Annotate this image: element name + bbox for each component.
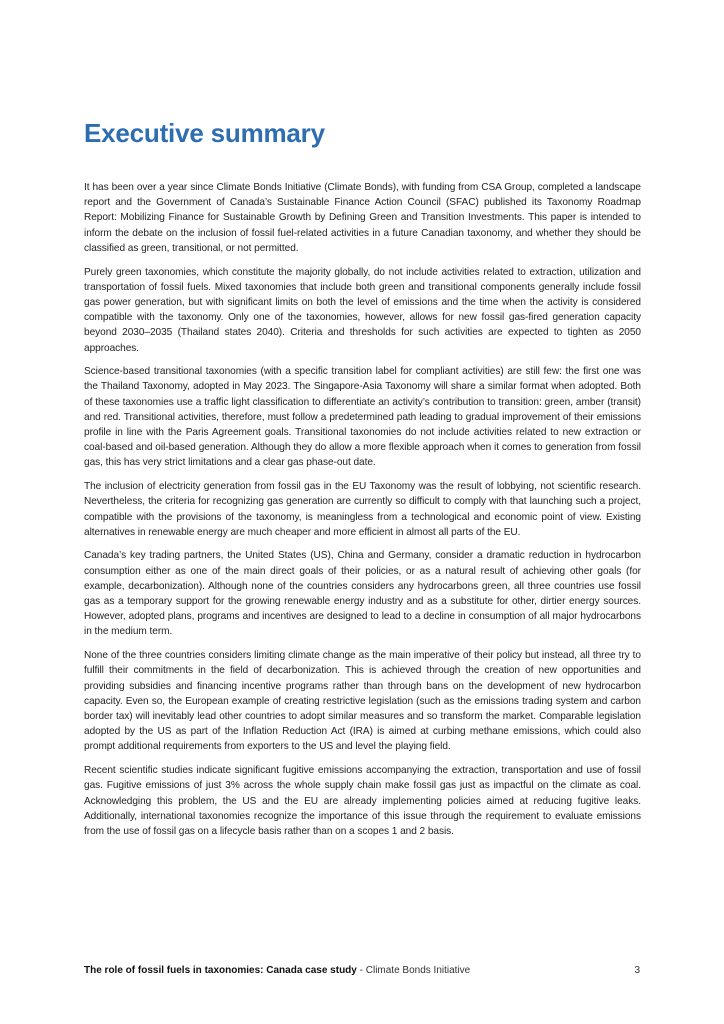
paragraph-trading-partners: Canada’s key trading partners, the United States (US), China and Germany, consider a dramatic reduction in hydrocarbon consumption either as one of the main direct goals of their policies, or as a natural result of achieving other goals (for example, decarbonization). Although none of the countries considers any hydrocarbons green, all three countries use fossil gas as a temporary support for the growing renewable energy industry and as a substitute for other, dirtier energy sources. However, adopted plans, programs and incentives are designed to lead to a decline in consumption of all major hydrocarbons in the medium term. <box>84 550 641 638</box>
paragraph-eu-taxonomy: The inclusion of electricity generation from fossil gas in the EU Taxonomy was the result of lobbying, not scientific research. Nevertheless, the criteria for recognizing gas generation are currently so difficult to comply with that launching such a project, compatible with the provisions of the taxonomy, is meaningless from a technological and economic point of view. Existing alternatives in renewable energy are much cheaper and more efficient in almost all parts of the EU. <box>84 481 641 538</box>
paragraph-intro: It has been over a year since Climate Bonds Initiative (Climate Bonds), with funding from CSA Group, completed a landscape report and the Government of Canada’s Sustainable Finance Action Council (SFAC) published its Taxonomy Roadmap Report: Mobilizing Finance for Sustainable Growth by Defining Green and Transition Investments. This paper is intended to inform the debate on the inclusion of fossil fuel-related activities in a future Canadian taxonomy, and whether they should be classified as green, transitional, or not permitted. <box>84 182 641 254</box>
paragraph-climate-policy: None of the three countries considers limiting climate change as the main imperative of their policy but instead, all three try to fulfill their commitments in the field of decarbonization. This is achieved through the creation of new opportunities and providing subsidies and financing incentive programs rather than through bans on the development of new hydrocarbon capacity. Even so, the European example of creating restrictive legislation (such as the emissions trading system and carbon border tax) will inevitably lead other countries to adopt similar measures and so transform the market. Comparable legislation adopted by the US as part of the Inflation Reduction Act (IRA) is aimed at curbing methane emissions, which could also prompt additional requirements from exporters to the US and level the playing field. <box>84 650 641 753</box>
page-footer <box>84 965 640 977</box>
footer-document-title: The role of fossil fuels in taxonomies: Canada case study <box>84 965 357 976</box>
page-title: Executive summary <box>84 118 325 148</box>
paragraph-transitional-taxonomies: Science-based transitional taxonomies (with a specific transition label for compliant activities) are still few: the first one was the Thailand Taxonomy, adopted in May 2023. The Singapore-Asia Taxonomy will share a similar format when adopted. Both of these taxonomies use a traffic light classification to differentiate an activity’s contribution to transition: green, amber (transit) and red. Transitional activities, therefore, must follow a predetermined path leading to gradual improvement of their emissions profile in line with the Paris Agreement goals. Transitional taxonomies do not include activities related to new extraction or coal-based and oil-based generation. Although they do allow a more flexible approach when it comes to generation from fossil gas, this has very strict limitations and a clear gas phase-out date. <box>84 366 641 469</box>
page-number: 3 <box>634 965 640 976</box>
footer-separator: - <box>356 965 366 976</box>
footer-organization: Climate Bonds Initiative <box>365 965 471 976</box>
paragraph-fugitive-emissions: Recent scientific studies indicate significant fugitive emissions accompanying the extraction, transportation and use of fossil gas. Fugitive emissions of just 3% across the whole supply chain make fossil gas just as impactful on the climate as coal. Acknowledging this problem, the US and the EU are already implementing policies aimed at reducing fugitive leaks. Additionally, international taxonomies recognize the importance of this issue through the requirement to evaluate emissions from the use of fossil gas on a lifecycle basis rather than on a scopes 1 and 2 basis. <box>84 765 641 837</box>
body-text <box>84 180 641 848</box>
paragraph-green-taxonomies: Purely green taxonomies, which constitute the majority globally, do not include activities related to extraction, utilization and transportation of fossil fuels. Mixed taxonomies that include both green and transitional components generally include fossil gas power generation, but with significant limits on both the level of emissions and the time when the activity is considered compatible with the taxonomy. Only one of the taxonomies, however, allows for new fossil gas-fired generation capacity beyond 2030–2035 (Thailand states 2040). Criteria and thresholds for such activities are expected to tighten as 2050 approaches. <box>84 266 641 354</box>
